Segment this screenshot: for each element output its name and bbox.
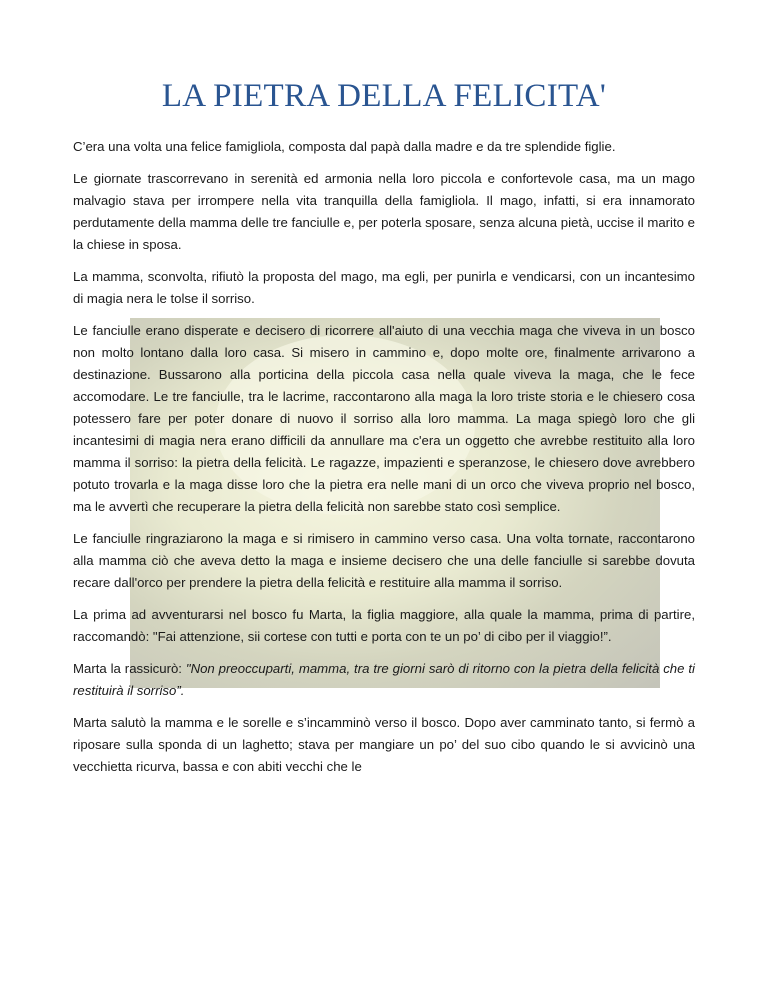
- paragraph-6: La prima ad avventurarsi nel bosco fu Marta, la figlia maggiore, alla quale la mamma, prima di partire, raccomandò: "Fai attenzione, sii cortese con tutti e porta con te un po’ di cibo per il viaggio!”.: [73, 607, 695, 644]
- paragraph-2: Le giornate trascorrevano in serenità ed armonia nella loro piccola e confortevole casa, ma un mago malvagio stava per irrompere nella vita tranquilla della famigliola. Il mago, infatti, si era innamorato perdutamente della mamma delle tre fanciulle e, per poterla sposare, senza alcuna pietà, uccise il marito e la chiese in sposa.: [73, 171, 695, 252]
- document-body: [73, 78, 695, 788]
- paragraph-4: Le fanciulle erano disperate e decisero di ricorrere all'aiuto di una vecchia maga che viveva in un bosco non molto lontano dalla loro casa. Si misero in cammino e, dopo molte ore, finalmente arrivarono a destinazione. Bussarono alla porticina della piccola casa nella quale viveva la maga, che le fece accomodare. Le tre fanciulle, tra le lacrime, raccontarono alla maga la loro triste storia e le chiesero cosa potessero fare per poter donare di nuovo il sorriso alla loro mamma. La maga spiegò loro che gli incantesimi di magia nera erano difficili da annullare ma c'era un oggetto che avrebbe restituito alla loro mamma il sorriso: la pietra della felicità. Le ragazze, impazienti e speranzose, le chiesero dove avrebbero potuto trovarla e la maga disse loro che la pietra era nelle mani di un orco che viveva proprio nel bosco, ma le avvertì che recuperare la pietra della felicità non sarebbe stato così semplice.: [73, 323, 695, 514]
- paragraph-3: La mamma, sconvolta, rifiutò la proposta del mago, ma egli, per punirla e vendicarsi, con un incantesimo di magia nera le tolse il sorriso.: [73, 269, 695, 306]
- quote-text: "Non preoccuparti, mamma, tra tre giorni sarò di ritorno con la pietra della felicità che ti restituirà il sorriso”.: [73, 661, 695, 698]
- paragraph-last: Marta salutò la mamma e le sorelle e s’incamminò verso il bosco. Dopo aver camminato tanto, si fermò a riposare sulla sponda di un laghetto; stava per mangiare un po’ del suo cibo quando le si avvicinò una vecchietta ricurva, bassa e con abiti vecchi che le: [73, 715, 695, 774]
- document-title: LA PIETRA DELLA FELICITA': [161, 78, 607, 114]
- quote-prefix: Marta la rassicurò:: [73, 661, 186, 676]
- paragraph-1: C’era una volta una felice famigliola, composta dal papà dalla madre e da tre splendide figlie.: [73, 139, 616, 154]
- paragraph-5: Le fanciulle ringraziarono la maga e si rimisero in cammino verso casa. Una volta tornate, raccontarono alla mamma ciò che aveva detto la maga e insieme decisero che una delle fanciulle si sarebbe dovuta recare dall'orco per prendere la pietra della felicità e restituire alla mamma il sorriso.: [73, 531, 695, 590]
- paragraph-quote: [73, 658, 695, 702]
